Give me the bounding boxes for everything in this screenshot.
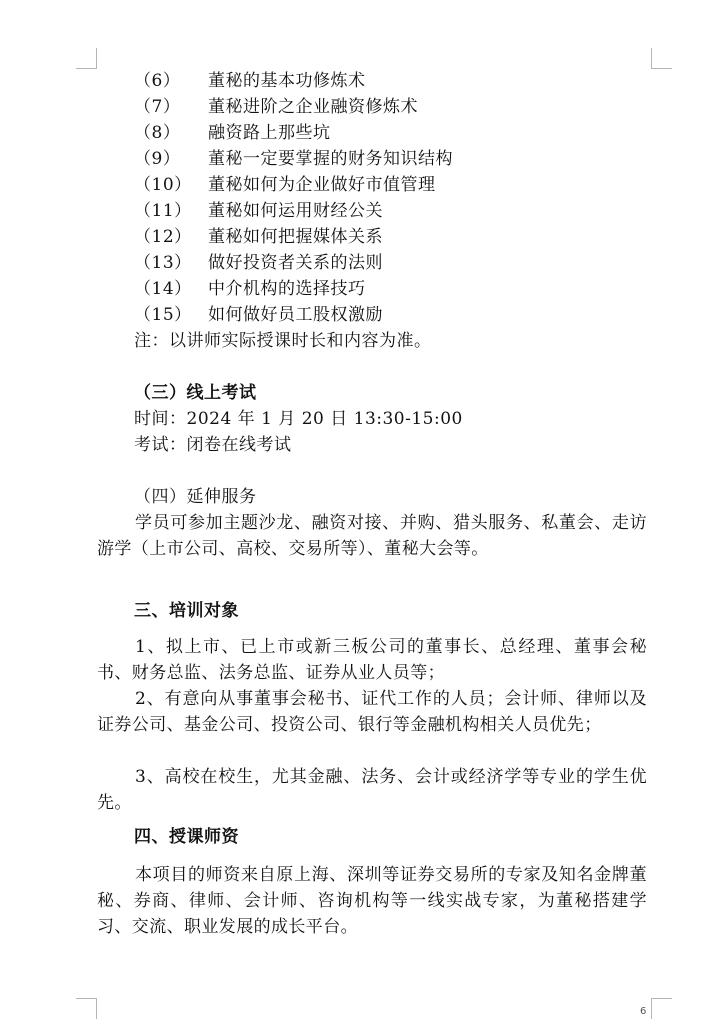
course-item: （8） 融资路上那些坑 <box>134 123 331 143</box>
target-item-3: 3、高校在校生，尤其金融、法务、会计或经济学等专业的学生优先。 <box>97 767 647 813</box>
target-item-1: 1、拟上市、已上市或新三板公司的董事长、总经理、董事会秘书、财务总监、法务总监、证券从业人员等； <box>97 637 647 683</box>
course-item: （12） 董秘如何把握媒体关系 <box>134 227 383 247</box>
crop-mark-top-left <box>76 48 97 69</box>
course-note: 注：以讲师实际授课时长和内容为准。 <box>134 331 432 351</box>
course-item: （10） 董秘如何为企业做好市值管理 <box>134 175 436 195</box>
crop-mark-bottom-right <box>651 998 672 1019</box>
extended-services-heading: （四）延伸服务 <box>134 487 257 507</box>
course-item: （14） 中介机构的选择技巧 <box>134 279 366 299</box>
course-item: （11） 董秘如何运用财经公关 <box>134 201 383 221</box>
target-item-2: 2、有意向从事董事会秘书、证代工作的人员；会计师、律师以及证券公司、基金公司、投资公司、银行等金融机构相关人员优先； <box>97 689 647 735</box>
crop-mark-top-right <box>651 48 672 69</box>
exam-time: 时间：2024 年 1 月 20 日 13:30-15:00 <box>134 409 463 429</box>
course-item: （15） 如何做好员工股权激励 <box>134 305 383 325</box>
page-number: 6 <box>640 1006 647 1017</box>
extended-services-body: 学员可参加主题沙龙、融资对接、并购、猎头服务、私董会、走访游学（上市公司、高校、交易所等）、董秘大会等。 <box>97 513 647 559</box>
training-targets-heading: 三、培训对象 <box>134 601 239 621</box>
course-item: （6） 董秘的基本功修炼术 <box>134 71 366 91</box>
course-item: （13） 做好投资者关系的法则 <box>134 253 383 273</box>
crop-mark-bottom-left <box>76 998 97 1019</box>
course-item: （7） 董秘进阶之企业融资修炼术 <box>134 97 418 117</box>
faculty-heading: 四、授课师资 <box>134 827 239 847</box>
exam-mode: 考试：闭卷在线考试 <box>134 435 292 455</box>
online-exam-heading: （三）线上考试 <box>134 383 257 403</box>
course-item: （9） 董秘一定要掌握的财务知识结构 <box>134 149 453 169</box>
faculty-body: 本项目的师资来自原上海、深圳等证券交易所的专家及知名金牌董秘、券商、律师、会计师、咨询机构等一线实战专家，为董秘搭建学习、交流、职业发展的成长平台。 <box>97 865 647 937</box>
